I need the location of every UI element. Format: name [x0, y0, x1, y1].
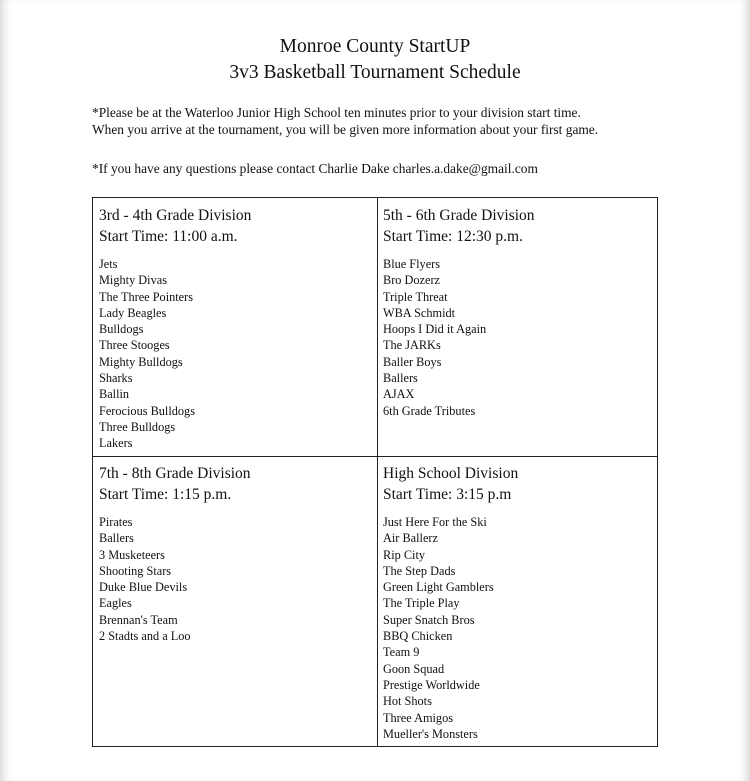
team-list — [383, 256, 655, 419]
team-name: Mighty Divas — [99, 273, 167, 288]
team-name: The Step Dads — [383, 563, 456, 578]
row-divider — [93, 456, 657, 457]
contact-note: *If you have any questions please contact Charlie Dake charles.a.dake@gmail.com — [92, 161, 538, 176]
team-name: Pirates — [99, 515, 133, 529]
division-schedule-table — [92, 197, 658, 747]
team-name: The Triple Play — [383, 596, 460, 611]
team-name: Duke Blue Devils — [99, 580, 188, 595]
team-name: Three Amigos — [383, 710, 454, 725]
division-title: 5th - 6th Grade Division — [383, 207, 535, 224]
team-name: AJAX — [383, 387, 415, 402]
division-title: 3rd - 4th Grade Division — [99, 207, 252, 224]
arrival-note-line-2: When you arrive at the tournament, you will be given more information about your first game. — [92, 122, 599, 137]
team-name: Hoops I Did it Again — [383, 322, 487, 337]
team-list — [99, 256, 371, 452]
team-name: Air Ballerz — [383, 531, 438, 546]
team-name: Blue Flyers — [383, 257, 441, 271]
team-name: Eagles — [99, 596, 132, 611]
team-name: Mighty Bulldogs — [99, 354, 183, 369]
team-list — [383, 514, 655, 742]
division-cell — [99, 463, 371, 644]
team-name: BBQ Chicken — [383, 629, 453, 644]
division-cell — [383, 463, 655, 742]
document-title: Monroe County StartUP — [279, 36, 471, 57]
team-name: 3 Musketeers — [99, 547, 165, 562]
team-name: Lakers — [99, 436, 133, 451]
team-name: The JARKs — [383, 338, 441, 353]
team-name: Brennan's Team — [99, 612, 178, 627]
team-name: Prestige Worldwide — [383, 677, 480, 692]
division-start-time: Start Time: 11:00 a.m. — [99, 228, 238, 245]
team-name: Baller Boys — [383, 354, 442, 369]
team-name: Sharks — [99, 371, 133, 386]
division-start-time: Start Time: 12:30 p.m. — [383, 228, 523, 245]
team-name: Goon Squad — [383, 661, 445, 676]
document-subtitle: 3v3 Basketball Tournament Schedule — [229, 62, 521, 83]
team-name: WBA Schmidt — [383, 305, 456, 320]
division-title: High School Division — [383, 465, 519, 482]
team-name: Ballin — [99, 387, 130, 402]
team-name: Ballers — [99, 531, 134, 546]
team-name: Mueller's Monsters — [383, 726, 478, 741]
team-name: Shooting Stars — [99, 563, 172, 578]
team-name: Super Snatch Bros — [383, 612, 475, 627]
team-name: Jets — [99, 257, 118, 271]
team-name: Ballers — [383, 371, 418, 386]
team-name: 6th Grade Tributes — [383, 403, 476, 418]
team-name: Three Stooges — [99, 338, 170, 353]
team-name: The Three Pointers — [99, 289, 194, 304]
division-start-time: Start Time: 3:15 p.m — [383, 486, 512, 503]
column-divider — [377, 198, 378, 746]
team-name: Just Here For the Ski — [383, 515, 487, 529]
arrival-note-line-1: *Please be at the Waterloo Junior High School ten minutes prior to your division start time. — [92, 105, 581, 120]
team-name: Hot Shots — [383, 694, 432, 709]
team-list — [99, 514, 371, 644]
division-cell — [383, 205, 655, 419]
team-name: Three Bulldogs — [99, 419, 176, 434]
division-cell — [99, 205, 371, 452]
team-name: Team 9 — [383, 645, 420, 660]
team-name: Lady Beagles — [99, 305, 167, 320]
team-name: Bro Dozerz — [383, 273, 441, 288]
team-name: Green Light Gamblers — [383, 580, 494, 595]
team-name: Ferocious Bulldogs — [99, 403, 195, 418]
team-name: Bulldogs — [99, 322, 144, 337]
team-name: 2 Stadts and a Loo — [99, 629, 191, 644]
division-title: 7th - 8th Grade Division — [99, 465, 251, 482]
team-name: Triple Threat — [383, 289, 448, 304]
team-name: Rip City — [383, 547, 426, 562]
division-start-time: Start Time: 1:15 p.m. — [99, 486, 232, 503]
